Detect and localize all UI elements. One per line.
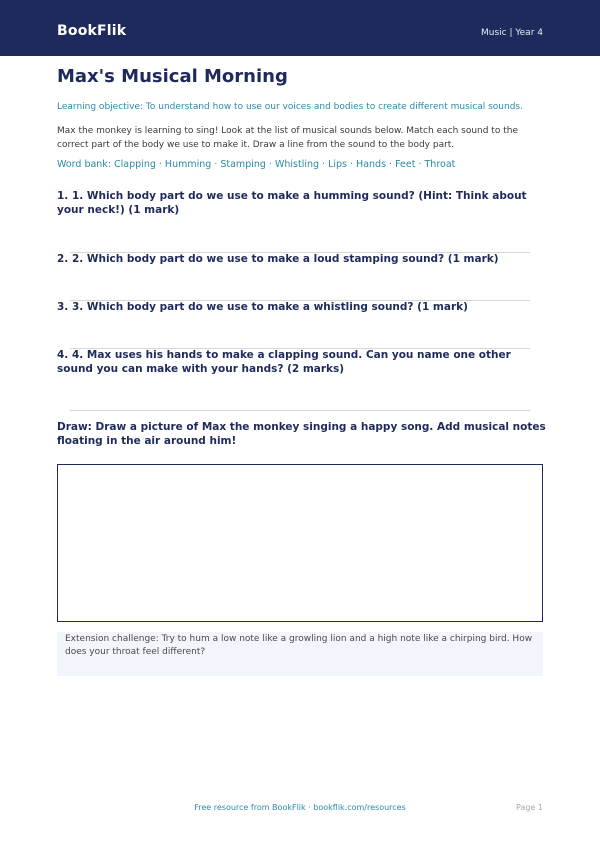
page-number: Page 1 [516,803,543,812]
footer-source-link[interactable]: Free resource from BookFlik · bookflik.com/resources [194,803,406,812]
page-header [0,0,600,56]
brand-logo[interactable]: BookFlik [57,23,127,39]
draw-prompt: Draw: Draw a picture of Max the monkey singing a happy song. Add musical notes floating in the air around him! [57,421,546,447]
extension-challenge-text: Extension challenge: Try to hum a low note like a growling lion and a high note like a chirping bird. How does your throat feel different? [65,634,533,657]
drawing-area[interactable] [57,464,543,622]
question-2: 2. 2. Which body part do we use to make a loud stamping sound? (1 mark) [57,253,499,265]
intro-paragraph: Max the monkey is learning to sing! Look at the list of musical sounds below. Match each sound to the correct part of the body we use to make it. Draw a line from the sound to the body part. [57,126,518,150]
extension-challenge-box [57,632,543,676]
question-1: 1. 1. Which body part do we use to make a humming sound? (Hint: Think about your neck!) (1 mark) [57,190,527,216]
word-bank: Word bank: Clapping · Humming · Stamping · Whistling · Lips · Hands · Feet · Throat [57,159,456,170]
learning-objective: Learning objective: To understand how to use our voices and bodies to create different musical sounds. [57,102,523,112]
subject-year-label: Music | Year 4 [480,28,543,38]
answer-line-4[interactable] [70,410,530,411]
question-3: 3. 3. Which body part do we use to make a whistling sound? (1 mark) [57,301,468,313]
worksheet-title: Max's Musical Morning [57,66,288,87]
question-4: 4. 4. Max uses his hands to make a clapping sound. Can you name one other sound you can make with your hands? (2 marks) [57,349,511,375]
